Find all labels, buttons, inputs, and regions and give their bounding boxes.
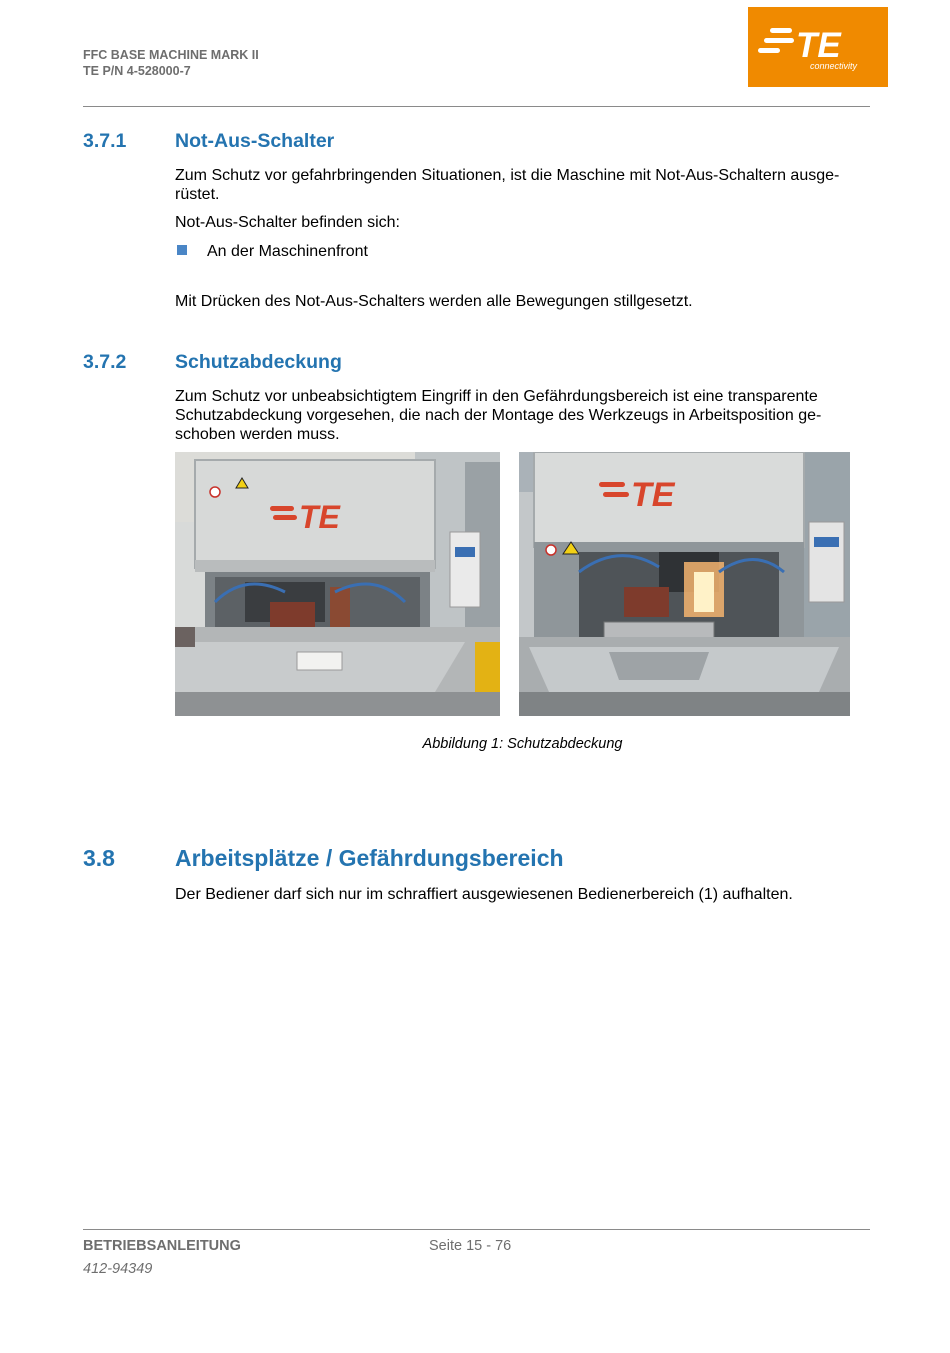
- section-number: 3.7.2: [83, 351, 127, 373]
- te-connectivity-logo: [748, 7, 888, 87]
- te-logo-graphic: [748, 7, 888, 87]
- paragraph-line: rüstet.: [175, 186, 220, 203]
- svg-text:TE: TE: [796, 26, 841, 65]
- machine-photo-cover-closed: [519, 452, 850, 716]
- section-title: Arbeitsplätze / Gefährdungsbereich: [175, 845, 564, 871]
- paragraph-line: Zum Schutz vor unbeabsichtigtem Eingriff in den Gefährdungsbereich ist eine transparente: [175, 388, 818, 405]
- svg-text:TE: TE: [299, 499, 340, 535]
- paragraph-line: Schutzabdeckung vorgesehen, die nach der Montage des Werkzeugs in Arbeitsposition ge-: [175, 407, 822, 424]
- header-divider: [83, 106, 870, 107]
- figure-caption: Abbildung 1: Schutzabdeckung: [422, 736, 623, 752]
- document-title: [83, 47, 259, 79]
- section-title: Not-Aus-Schalter: [175, 130, 335, 152]
- section-title: Schutzabdeckung: [175, 351, 342, 373]
- machine-photo-cover-open: [175, 452, 500, 716]
- paragraph: [175, 166, 865, 204]
- section-number: 3.8: [83, 845, 115, 871]
- document-number: 412-94349: [83, 1261, 153, 1277]
- machine-name: FFC BASE MACHINE MARK II: [83, 48, 259, 62]
- svg-text:connectivity: connectivity: [810, 61, 858, 71]
- paragraph-line: schoben werden muss.: [175, 426, 340, 443]
- page-number: Seite 15 - 76: [429, 1238, 512, 1254]
- manual-label: BETRIEBSANLEITUNG: [83, 1238, 241, 1254]
- svg-text:TE: TE: [631, 476, 675, 514]
- paragraph: Not-Aus-Schalter befinden sich:: [175, 214, 400, 231]
- section-number: 3.7.1: [83, 130, 127, 152]
- paragraph: [175, 387, 865, 444]
- paragraph-line: Zum Schutz vor gefahrbringenden Situationen, ist die Maschine mit Not-Aus-Schaltern ausge-: [175, 167, 840, 184]
- part-number: TE P/N 4-528000-7: [83, 64, 191, 78]
- list-item: An der Maschinenfront: [207, 243, 368, 260]
- paragraph: Mit Drücken des Not-Aus-Schalters werden alle Bewegungen stillgesetzt.: [175, 293, 693, 310]
- bullet-square-icon: [177, 245, 187, 255]
- paragraph: Der Bediener darf sich nur im schraffiert ausgewiesenen Bedienerbereich (1) aufhalten.: [175, 886, 793, 903]
- footer-divider: [83, 1229, 870, 1230]
